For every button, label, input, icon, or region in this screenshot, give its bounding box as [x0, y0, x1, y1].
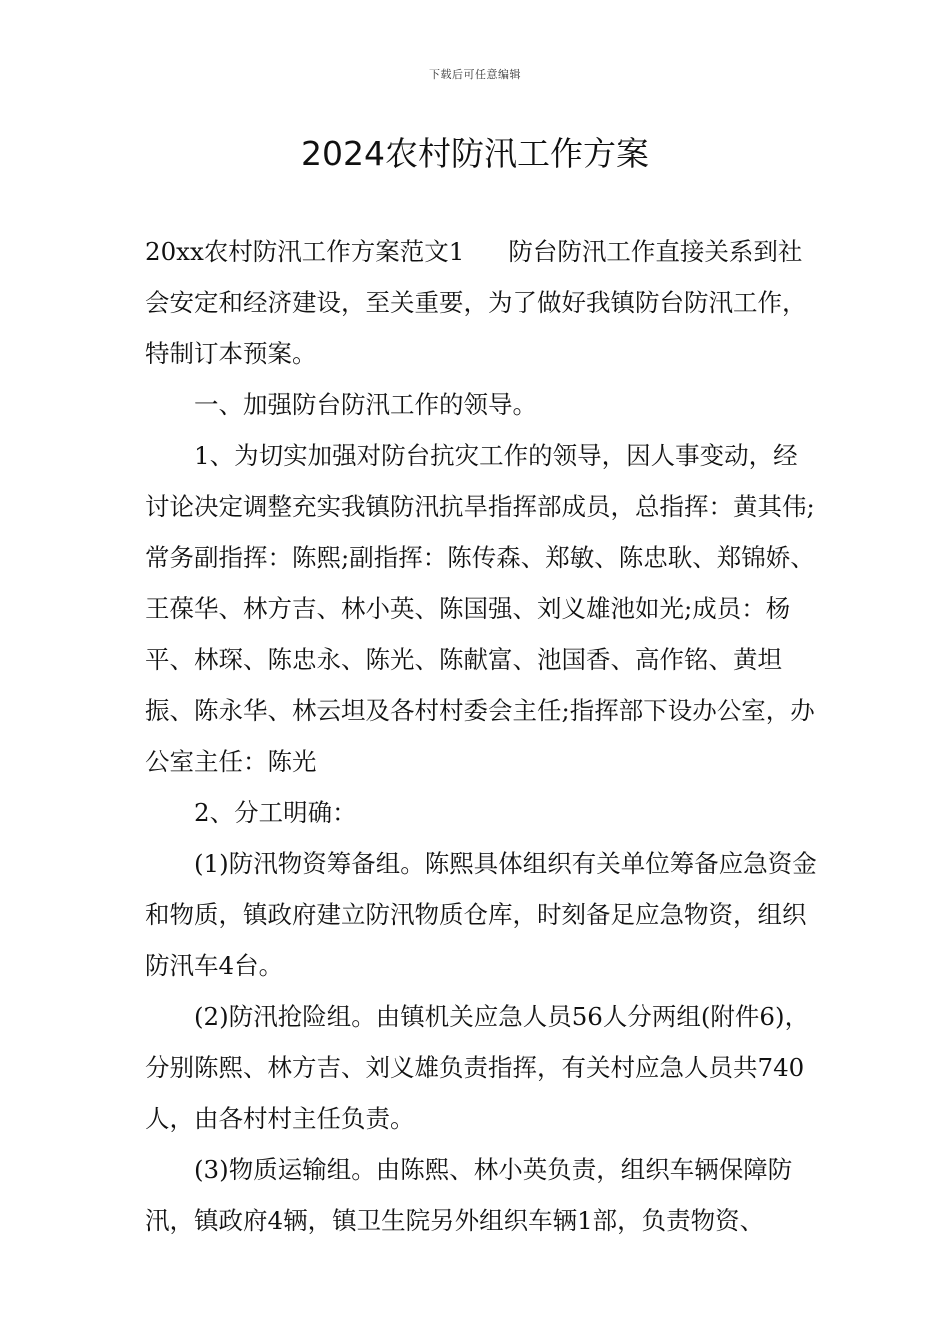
intro-paragraph [145, 226, 820, 379]
paragraph-transport-group: (3)物质运输组。由陈熙、林小英负责，组织车辆保障防汛，镇政府4辆，镇卫生院另外组织车辆1部，负责物资、 [145, 1155, 793, 1235]
paragraph-rescue-group: (2)防汛抢险组。由镇机关应急人员56人分两组(附件6)，分别陈熙、林方吉、刘义雄负责指挥，有关村应急人员共740人，由各村村主任负责。 [145, 1002, 810, 1133]
intro-lead: 20xx农村防汛工作方案范文1 [145, 237, 465, 266]
paragraph-division-heading: 2、分工明确： [194, 798, 357, 827]
paragraph-materials-group: (1)防汛物资筹备组。陈熙具体组织有关单位筹备应急资金和物质，镇政府建立防汛物质仓库，时刻备足应急物资，组织防汛车4台。 [145, 849, 817, 980]
section-heading-1: 一、加强防台防汛工作的领导。 [194, 390, 537, 419]
header-note: 下载后可任意编辑 [429, 68, 521, 81]
paragraph-command-structure: 1、为切实加强对防台抗灾工作的领导，因人事变动，经讨论决定调整充实我镇防汛抗旱指挥部成员，总指挥：黄其伟;常务副指挥：陈熙;副指挥：陈传森、郑敏、陈忠耿、郑锦娇、王葆华、林方吉、林小英、陈国强、刘义雄池如光;成员：杨平、林琛、陈忠永、陈光、陈献富、池国香、高作铭、黄坦振、陈永华、林云坦及各村村委会主任;指挥部下设办公室，办公室主任：陈光 [145, 441, 815, 776]
document-body [145, 226, 820, 1246]
intro-text: 防台防汛工作直接关系到社会安定和经济建设，至关重要，为了做好我镇防台防汛工作，特制订本预案。 [145, 237, 807, 368]
document-title: 2024农村防汛工作方案 [301, 134, 649, 173]
